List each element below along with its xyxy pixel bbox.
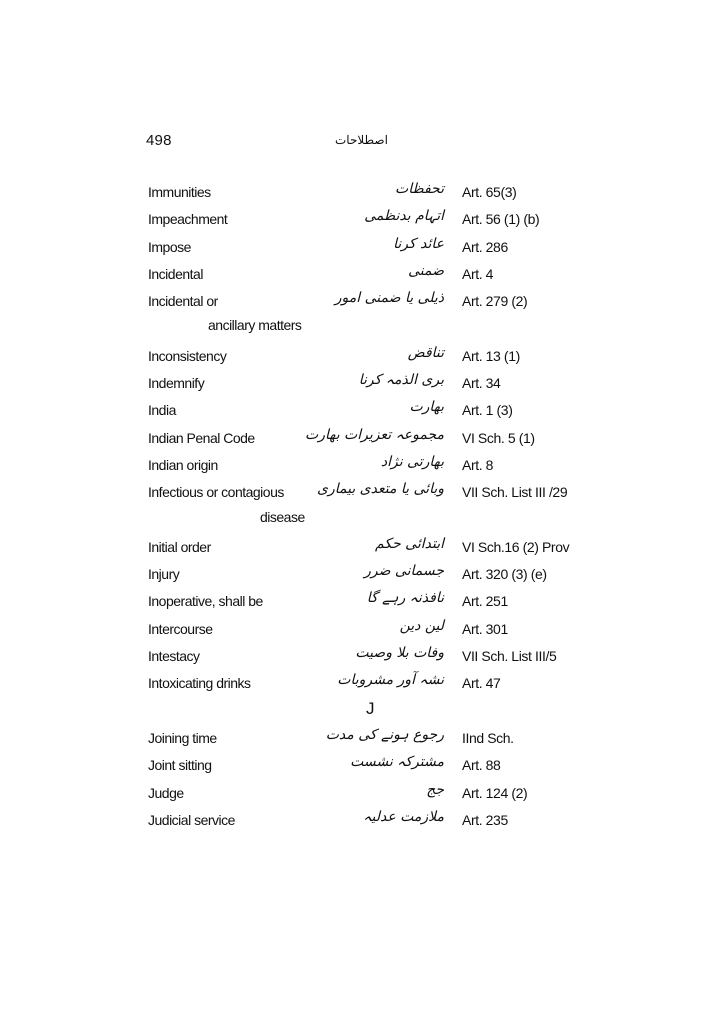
article-reference: VI Sch. 5 (1) <box>462 429 535 446</box>
english-term: Joining time <box>148 729 217 746</box>
urdu-term: بھارتی نژاد <box>380 453 444 470</box>
urdu-term: وبائی یا متعدی بیماری <box>317 481 444 498</box>
article-reference: Art. 1 (3) <box>462 402 513 419</box>
entry-continuation <box>0 314 724 341</box>
article-reference: VII Sch. List III /29 <box>462 484 568 501</box>
article-reference: Art. 279 (2) <box>462 293 528 310</box>
article-reference: Art. 251 <box>462 593 508 610</box>
glossary-entry <box>0 669 724 696</box>
glossary-entry <box>0 806 724 833</box>
urdu-term: ابتدائی حکم <box>375 535 444 552</box>
urdu-term: جج <box>426 781 444 798</box>
article-reference: Art. 320 (3) (e) <box>462 566 547 583</box>
english-term: Intercourse <box>148 620 213 637</box>
english-term: Immunities <box>148 184 211 200</box>
english-term: Indian Penal Code <box>148 429 255 446</box>
glossary-entry <box>0 533 724 560</box>
urdu-term: عائد کرنا <box>393 235 444 252</box>
urdu-term: نشہ آور مشروبات <box>337 672 444 689</box>
glossary-entry <box>0 751 724 778</box>
urdu-term: ضمنی <box>408 262 444 279</box>
glossary-entry <box>0 342 724 369</box>
article-reference: IInd Sch. <box>462 729 514 746</box>
article-reference: Art. 235 <box>462 811 508 828</box>
urdu-term: تناقض <box>407 344 444 361</box>
english-term: Judge <box>148 784 184 801</box>
glossary-entry <box>0 287 724 314</box>
urdu-term: وفات بلا وصیت <box>355 645 444 662</box>
english-term: Impeachment <box>148 211 228 228</box>
urdu-term: تحفظات <box>395 181 444 197</box>
english-term: Intestacy <box>148 648 200 665</box>
urdu-term: مجموعہ تعزیرات بھارت <box>305 426 444 443</box>
entry-continuation <box>0 506 724 533</box>
glossary-entry <box>0 424 724 451</box>
english-term: Indemnify <box>148 375 205 392</box>
glossary-entry <box>0 615 724 642</box>
english-term: Intoxicating drinks <box>148 675 251 692</box>
glossary-list <box>0 178 724 833</box>
glossary-entry <box>0 560 724 587</box>
glossary-entry <box>0 478 724 505</box>
glossary-entry <box>0 233 724 260</box>
english-term: Infectious or contagious <box>148 484 284 501</box>
article-reference: Art. 4 <box>462 265 494 282</box>
urdu-term: نافذنہ رہے گا <box>366 590 444 607</box>
article-reference: Art. 8 <box>462 456 494 473</box>
article-reference: Art. 88 <box>462 757 501 774</box>
article-reference: Art. 47 <box>462 675 501 692</box>
article-reference: Art. 301 <box>462 620 508 637</box>
english-term-continuation: ancillary matters <box>208 317 302 334</box>
section-letter-heading <box>0 697 724 724</box>
english-term: India <box>148 402 176 419</box>
urdu-term: جسمانی ضرر <box>364 563 444 580</box>
article-reference: Art. 65(3) <box>462 184 517 200</box>
english-term: Indian origin <box>148 456 218 473</box>
glossary-entry <box>0 587 724 614</box>
section-letter: J <box>366 698 375 718</box>
article-reference: Art. 13 (1) <box>462 347 520 364</box>
glossary-entry <box>0 779 724 806</box>
english-term-continuation: disease <box>260 508 305 525</box>
english-term: Incidental <box>148 265 203 282</box>
urdu-term: لین دین <box>399 617 444 634</box>
page-number: 498 <box>146 132 172 149</box>
article-reference: Art. 34 <box>462 375 501 392</box>
glossary-entry <box>0 396 724 423</box>
english-term: Injury <box>148 566 180 583</box>
article-reference: VI Sch.16 (2) Prov <box>462 538 570 555</box>
english-term: Inoperative, shall be <box>148 593 263 610</box>
article-reference: VII Sch. List III/5 <box>462 648 557 665</box>
glossary-entry <box>0 369 724 396</box>
urdu-term: بھارت <box>409 399 444 416</box>
article-reference: Art. 56 (1) (b) <box>462 211 540 228</box>
english-term: Impose <box>148 238 191 255</box>
urdu-term: ملازمت عدلیہ <box>363 808 444 825</box>
english-term: Initial order <box>148 538 211 555</box>
glossary-entry <box>0 205 724 232</box>
english-term: Inconsistency <box>148 347 227 364</box>
urdu-term: مشترکہ نشست <box>350 754 444 771</box>
urdu-term: اتہام بدنظمی <box>364 208 444 225</box>
glossary-entry <box>0 724 724 751</box>
glossary-entry <box>0 178 724 205</box>
glossary-entry <box>0 260 724 287</box>
english-term: Incidental or <box>148 293 218 310</box>
urdu-term: بری الذمہ کرنا <box>358 372 444 389</box>
urdu-term: رجوع ہونے کی مدت <box>325 726 444 743</box>
article-reference: Art. 286 <box>462 238 508 255</box>
english-term: Judicial service <box>148 811 235 828</box>
glossary-entry <box>0 642 724 669</box>
article-reference: Art. 124 (2) <box>462 784 528 801</box>
running-title: اصطلاحات <box>335 133 388 147</box>
english-term: Joint sitting <box>148 757 212 774</box>
glossary-entry <box>0 451 724 478</box>
urdu-term: ذیلی یا ضمنی امور <box>334 290 444 307</box>
